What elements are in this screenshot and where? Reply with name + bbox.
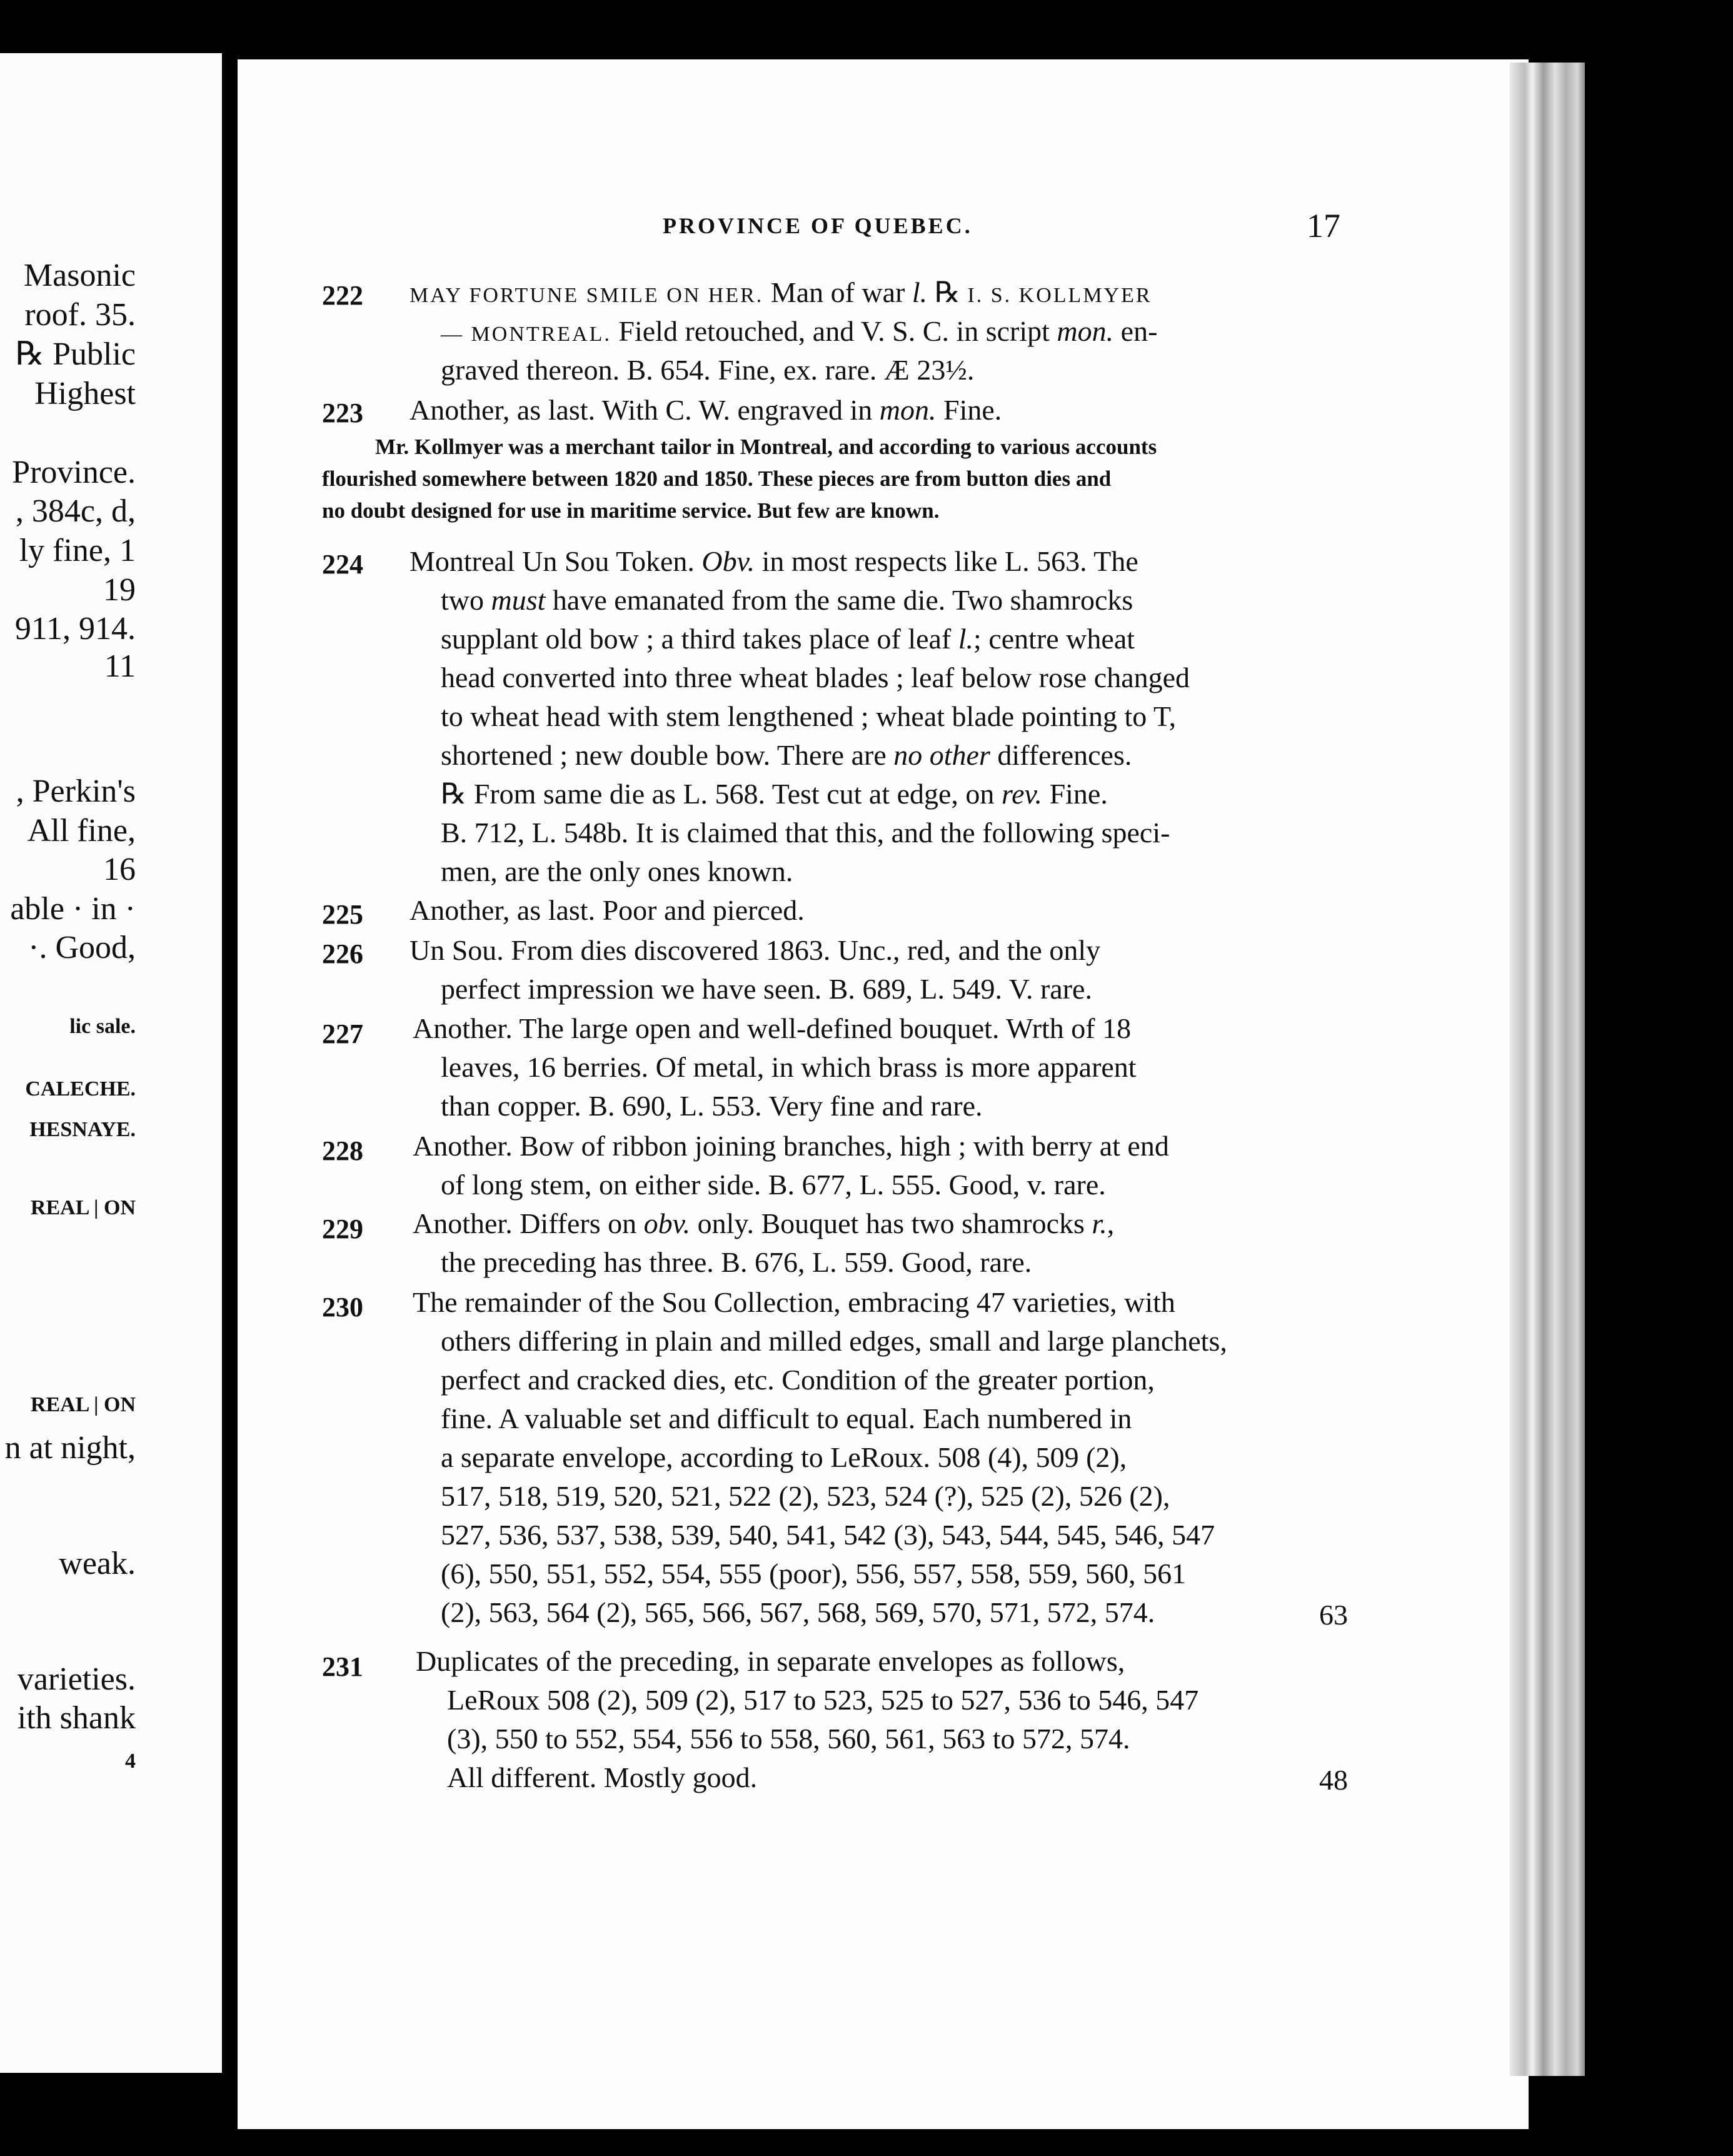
lot-price: 63 [1319, 1599, 1348, 1631]
left-page-line: roof. 35. [24, 297, 136, 333]
left-page-line: n at night, [4, 1430, 136, 1466]
entry-text-line: shortened ; new double bow. There are no other differences. [441, 739, 1132, 771]
lot-number: 225 [322, 899, 363, 930]
page-edge [1510, 63, 1585, 2076]
left-page-line: REAL | ON [30, 1196, 136, 1219]
entry-text-line: (3), 550 to 552, 554, 556 to 558, 560, 561, 563 to 572, 574. [447, 1723, 1130, 1755]
lot-number: 226 [322, 939, 363, 969]
left-page-line: ·. Good, [28, 930, 136, 965]
left-page-line: weak. [59, 1546, 136, 1581]
entry-text-line: to wheat head with stem lengthened ; wheat blade pointing to T, [441, 700, 1177, 732]
footnote-line: Mr. Kollmyer was a merchant tailor in Montreal, and according to various accounts [375, 435, 1157, 459]
left-page-line: ℞ Public [15, 336, 136, 372]
lot-number: 222 [322, 280, 363, 311]
entry-text-line: perfect and cracked dies, etc. Condition of the greater portion, [441, 1364, 1155, 1396]
left-page-line: All fine, [27, 813, 136, 849]
entry-text-line: Another, as last. Poor and pierced. [409, 894, 805, 926]
entry-text-line: than copper. B. 690, L. 553. Very fine and rare. [441, 1090, 983, 1122]
left-page-line: ly fine, 1 [19, 533, 136, 568]
entry-text-line: two must have emanated from the same die. Two shamrocks [441, 584, 1133, 616]
entry-text-line: Another, as last. With C. W. engraved in mon. Fine. [409, 394, 1002, 426]
left-page [0, 53, 222, 2073]
entry-text-line: men, are the only ones known. [441, 855, 793, 887]
entry-text-line: LeRoux 508 (2), 509 (2), 517 to 523, 525 to 527, 536 to 546, 547 [447, 1684, 1199, 1716]
footnote-line: no doubt designed for use in maritime service. But few are known. [322, 498, 940, 523]
entry-text-line: others differing in plain and milled edges, small and large planchets, [441, 1325, 1227, 1357]
entry-text-line: 517, 518, 519, 520, 521, 522 (2), 523, 524 (?), 525 (2), 526 (2), [441, 1480, 1170, 1512]
page-number: 17 [1307, 207, 1340, 244]
left-page-line: able · in · [10, 891, 136, 927]
entry-text-line: — MONTREAL. Field retouched, and V. S. C. in script mon. en- [441, 315, 1158, 347]
left-page-line: Masonic [23, 258, 136, 293]
lot-number: 229 [322, 1214, 363, 1244]
entry-text-line: All different. Mostly good. [447, 1761, 758, 1793]
lot-number: 224 [322, 549, 363, 580]
entry-text-line: Another. Bow of ribbon joining branches, high ; with berry at end [413, 1130, 1169, 1162]
entry-text-line: Un Sou. From dies discovered 1863. Unc., red, and the only [409, 934, 1101, 966]
entry-text-line: The remainder of the Sou Collection, embracing 47 varieties, with [413, 1286, 1175, 1318]
left-page-line: CALECHE. [25, 1077, 136, 1101]
lot-number: 227 [322, 1019, 363, 1049]
lot-number: 230 [322, 1292, 363, 1322]
entry-text-line: perfect impression we have seen. B. 689, L. 549. V. rare. [441, 973, 1092, 1005]
entry-text-line: fine. A valuable set and difficult to equal. Each numbered in [441, 1403, 1132, 1434]
lot-price: 48 [1319, 1764, 1348, 1796]
entry-text-line: (2), 563, 564 (2), 565, 566, 567, 568, 569, 570, 571, 572, 574. [441, 1596, 1155, 1628]
lot-number: 223 [322, 398, 363, 428]
left-page-line: HESNAYE. [29, 1118, 136, 1141]
left-page-line: 4 [125, 1750, 136, 1773]
entry-text-line: Duplicates of the preceding, in separate envelopes as follows, [416, 1645, 1125, 1677]
left-page-line: Highest [34, 376, 136, 411]
entry-text-line: 527, 536, 537, 538, 539, 540, 541, 542 (3), 543, 544, 545, 546, 547 [441, 1519, 1215, 1551]
entry-text-line: a separate envelope, according to LeRoux. 508 (4), 509 (2), [441, 1441, 1127, 1473]
left-page-line: 16 [103, 852, 136, 887]
page-header: PROVINCE OF QUEBEC. [663, 213, 973, 238]
left-page-line: , Perkin's [16, 773, 136, 809]
left-page-line: 19 [103, 572, 136, 608]
left-page-line: varieties. [17, 1661, 136, 1697]
left-page-line: 911, 914. [14, 611, 136, 647]
entry-text-line: Another. Differs on obv. only. Bouquet has two shamrocks r., [413, 1207, 1115, 1239]
entry-text-line: (6), 550, 551, 552, 554, 555 (poor), 556, 557, 558, 559, 560, 561 [441, 1558, 1187, 1589]
entry-text-line: head converted into three wheat blades ; leaf below rose changed [441, 662, 1190, 693]
lot-number: 231 [322, 1651, 363, 1682]
left-page-line: REAL | ON [30, 1393, 136, 1416]
entry-text-line: MAY FORTUNE SMILE ON HER. Man of war l. ℞ I. S. KOLLMYER [409, 276, 1152, 308]
left-page-line: Province. [12, 455, 136, 490]
entry-text-line: Another. The large open and well-defined bouquet. Wrth of 18 [413, 1012, 1132, 1044]
entry-text-line: leaves, 16 berries. Of metal, in which brass is more apparent [441, 1051, 1137, 1083]
entry-text-line: Montreal Un Sou Token. Obv. in most respects like L. 563. The [409, 545, 1138, 577]
left-page-line: 11 [104, 648, 136, 684]
lot-number: 228 [322, 1136, 363, 1166]
footnote-line: flourished somewhere between 1820 and 1850. These pieces are from button dies and [322, 466, 1112, 491]
entry-text-line: graved thereon. B. 654. Fine, ex. rare. Æ 23½. [441, 354, 975, 386]
entry-text-line: of long stem, on either side. B. 677, L. 555. Good, v. rare. [441, 1169, 1106, 1201]
left-page-line: , 384c, d, [15, 493, 136, 529]
entry-text-line: ℞ From same die as L. 568. Test cut at edge, on rev. Fine. [441, 778, 1108, 810]
entry-text-line: B. 712, L. 548b. It is claimed that this, and the following speci- [441, 817, 1170, 849]
entry-text-line: supplant old bow ; a third takes place of leaf l.; centre wheat [441, 623, 1135, 655]
left-page-line: ith shank [17, 1700, 136, 1736]
entry-text-line: the preceding has three. B. 676, L. 559. Good, rare. [441, 1246, 1032, 1278]
left-page-line: lic sale. [69, 1015, 136, 1038]
